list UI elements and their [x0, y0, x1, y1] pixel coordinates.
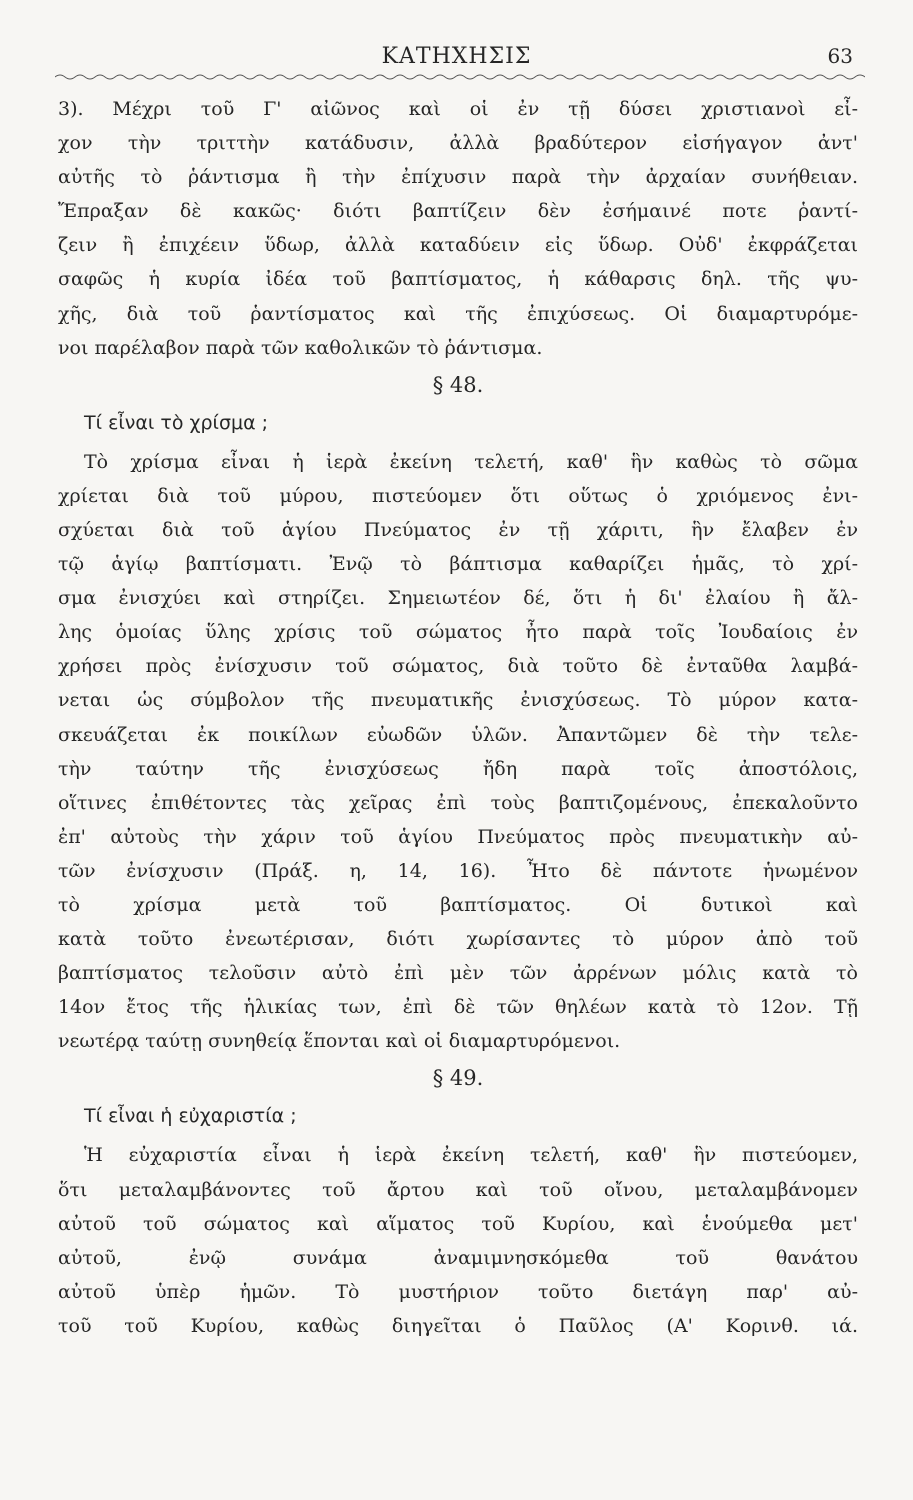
text-line: αὐτοῦ, ἐνῷ συνάμα ἀναμιμνησκόμεθα τοῦ θανάτου [58, 1246, 858, 1269]
text-line: ζειν ἢ ἐπιχέειν ὕδωρ, ἀλλὰ καταδύειν εἰς ὕδωρ. Οὐδ' ἐκφράζεται [58, 234, 858, 257]
text-line: οἵτινες ἐπιθέτοντες τὰς χεῖρας ἐπὶ τοὺς βαπτιζομένους, ἐπεκαλοῦντο [58, 791, 858, 814]
running-head [0, 36, 913, 76]
text-line: κατὰ τοῦτο ἐνεωτέρισαν, διότι χωρίσαντες τὸ μύρον ἀπὸ τοῦ [58, 928, 858, 951]
text-line: νοι παρέλαβον παρὰ τῶν καθολικῶν τὸ ῥάντισμα. [58, 336, 543, 359]
section-heading-49: § 49. [432, 1066, 484, 1091]
text-line: σκευάζεται ἐκ ποικίλων εὐωδῶν ὑλῶν. Ἀπαντῶμεν δὲ τὴν τελε- [58, 723, 858, 746]
question-49: Τί εἶναι ἡ εὐχαριστία ; [84, 1105, 297, 1128]
text-line: χρίεται διὰ τοῦ μύρου, πιστεύομεν ὅτι οὕτως ὁ χριόμενος ἐνι- [58, 484, 858, 507]
text-line: Τὸ χρίσμα εἶναι ἡ ἱερὰ ἐκείνη τελετή, καθ' ἣν καθὼς τὸ σῶμα [84, 450, 858, 473]
section-heading-48: § 48. [432, 372, 484, 397]
text-line: ὅτι μεταλαμβάνοντες τοῦ ἄρτου καὶ τοῦ οἴνου, μεταλαμβάνομεν [58, 1178, 858, 1201]
text-line: σαφῶς ἡ κυρία ἰδέα τοῦ βαπτίσματος, ἡ κάθαρσις δηλ. τῆς ψυ- [58, 268, 858, 291]
text-line: χον τὴν τριττὴν κατάδυσιν, ἀλλὰ βραδύτερον εἰσήγαγον ἀντ' [58, 132, 858, 155]
body-text [58, 92, 858, 1343]
text-line: Ἡ εὐχαριστία εἶναι ἡ ἱερὰ ἐκείνη τελετή, καθ' ἣν πιστεύομεν, [84, 1144, 858, 1167]
text-line: χῆς, διὰ τοῦ ῥαντίσματος καὶ τῆς ἐπιχύσεως. Οἱ διαμαρτυρόμε- [58, 302, 858, 325]
page-title: ΚΑΤΗΧΗΣΙΣ [381, 44, 532, 69]
text-line: αὐτοῦ τοῦ σώματος καὶ αἵματος τοῦ Κυρίου, καὶ ἑνούμεθα μετ' [58, 1212, 858, 1235]
text-line: σχύεται διὰ τοῦ ἁγίου Πνεύματος ἐν τῇ χάριτι, ἣν ἔλαβεν ἐν [58, 518, 858, 541]
question-48: Τί εἶναι τὸ χρίσμα ; [84, 411, 269, 434]
text-line: αὐτοῦ ὑπὲρ ἡμῶν. Τὸ μυστήριον τοῦτο διετάγη παρ' αὐ- [58, 1280, 858, 1303]
text-line: τὸ χρίσμα μετὰ τοῦ βαπτίσματος. Οἱ δυτικοὶ καὶ [58, 893, 858, 916]
text-line: τῷ ἁγίῳ βαπτίσματι. Ἐνῷ τὸ βάπτισμα καθαρίζει ἡμᾶς, τὸ χρί- [58, 553, 858, 576]
text-line: τοῦ τοῦ Κυρίου, καθὼς διηγεῖται ὁ Παῦλος (Α' Κορινθ. ιά. [58, 1314, 858, 1337]
text-line: χρήσει πρὸς ἐνίσχυσιν τοῦ σώματος, διὰ τοῦτο δὲ ἐνταῦθα λαμβά- [58, 655, 858, 678]
decorative-rule [55, 72, 865, 82]
text-line: 3). Μέχρι τοῦ Γ' αἰῶνος καὶ οἱ ἐν τῇ δύσει χριστιανοὶ εἶ- [58, 98, 858, 120]
page-number: 63 [827, 44, 853, 68]
text-line: νεωτέρᾳ ταύτῃ συνηθείᾳ ἕπονται καὶ οἱ διαμαρτυρόμενοι. [58, 1030, 621, 1053]
text-line: Ἔπραξαν δὲ κακῶς· διότι βαπτίζειν δὲν ἐσήμαινέ ποτε ῥαντί- [58, 200, 858, 223]
text-line: λης ὁμοίας ὕλης χρίσις τοῦ σώματος ἦτο παρὰ τοῖς Ἰουδαίοις ἐν [58, 621, 858, 644]
text-line: βαπτίσματος τελοῦσιν αὐτὸ ἐπὶ μὲν τῶν ἀρρένων μόλις κατὰ τὸ [58, 962, 858, 985]
text-line: 14ον ἔτος τῆς ἡλικίας των, ἐπὶ δὲ τῶν θηλέων κατὰ τὸ 12ον. Τῇ [58, 996, 858, 1019]
text-line: αὐτῆς τὸ ῥάντισμα ἢ τὴν ἐπίχυσιν παρὰ τὴν ἀρχαίαν συνήθειαν. [58, 166, 858, 189]
text-line: ἐπ' αὐτοὺς τὴν χάριν τοῦ ἁγίου Πνεύματος πρὸς πνευματικὴν αὐ- [58, 825, 858, 848]
text-line: τὴν ταύτην τῆς ἐνισχύσεως ἤδη παρὰ τοῖς ἀποστόλοις, [58, 757, 858, 780]
text-line: νεται ὡς σύμβολον τῆς πνευματικῆς ἐνισχύσεως. Τὸ μύρον κατα- [58, 689, 858, 712]
text-line: τῶν ἐνίσχυσιν (Πράξ. η, 14, 16). Ἦτο δὲ πάντοτε ἡνωμένον [58, 859, 858, 882]
text-line: σμα ἐνισχύει καὶ στηρίζει. Σημειωτέον δέ, ὅτι ἡ δι' ἐλαίου ἢ ἄλ- [58, 587, 858, 610]
